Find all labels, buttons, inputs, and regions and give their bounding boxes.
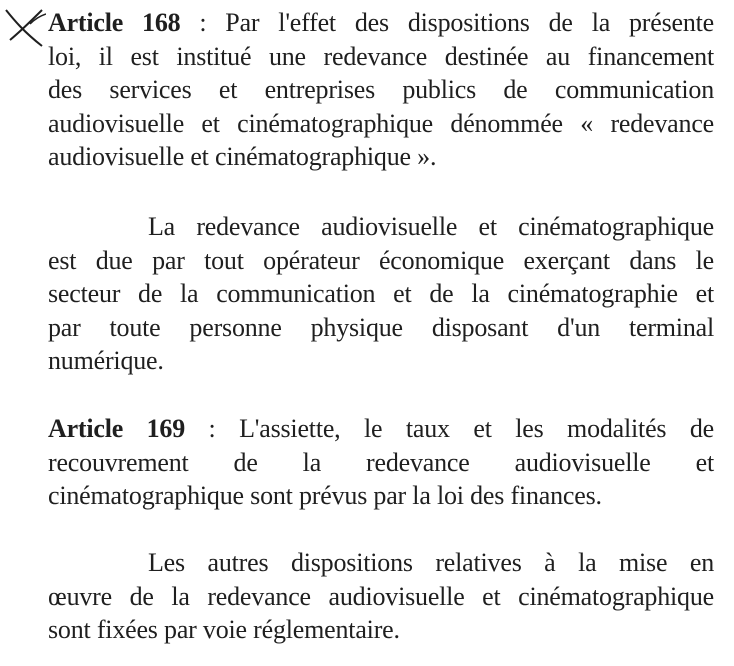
article-169-line-2: recouvrement de la redevance audiovisuelle et bbox=[48, 447, 714, 477]
para2-line-2: est due par tout opérateur économique exerçant dans le bbox=[48, 245, 714, 275]
para2-line-4: par toute personne physique disposant d'un terminal bbox=[48, 312, 714, 342]
handwritten-cross-mark-icon bbox=[2, 6, 46, 48]
article-169-line-3: cinématographique sont prévus par la loi des finances. bbox=[48, 481, 602, 510]
article-168-line-4: audiovisuelle et cinématographique dénommée « redevance bbox=[48, 108, 714, 138]
para4-line-1: Les autres dispositions relatives à la mise en bbox=[148, 548, 714, 577]
article-168-line-1 bbox=[48, 6, 714, 40]
article-169-intro: : L'assiette, le taux et les modalités de bbox=[185, 414, 714, 443]
article-169-line-1 bbox=[48, 412, 714, 446]
autres-dispositions-paragraph bbox=[48, 546, 714, 647]
para2-line-3: secteur de la communication et de la cinématographie et bbox=[48, 279, 714, 308]
article-168-line-5: audiovisuelle et cinématographique ». bbox=[48, 142, 437, 171]
redevance-due-paragraph bbox=[48, 210, 714, 378]
para4-line-3: sont fixées par voie réglementaire. bbox=[48, 615, 400, 644]
article-168-line-2: loi, il est institué une redevance destinée au financement bbox=[48, 41, 714, 71]
article-168-line-3: des services et entreprises publics de communication bbox=[48, 75, 714, 104]
para2-line-1: La redevance audiovisuelle et cinématographique bbox=[148, 212, 714, 241]
article-168-intro: : Par l'effet des dispositions de la présente bbox=[180, 8, 714, 37]
article-168-paragraph bbox=[48, 6, 714, 174]
article-168-heading: Article 168 bbox=[48, 8, 181, 37]
article-169-heading: Article 169 bbox=[48, 414, 186, 443]
article-169-paragraph bbox=[48, 412, 714, 513]
para2-line-5: numérique. bbox=[48, 346, 164, 375]
para4-line-2: œuvre de la redevance audiovisuelle et cinématographique bbox=[48, 581, 714, 611]
